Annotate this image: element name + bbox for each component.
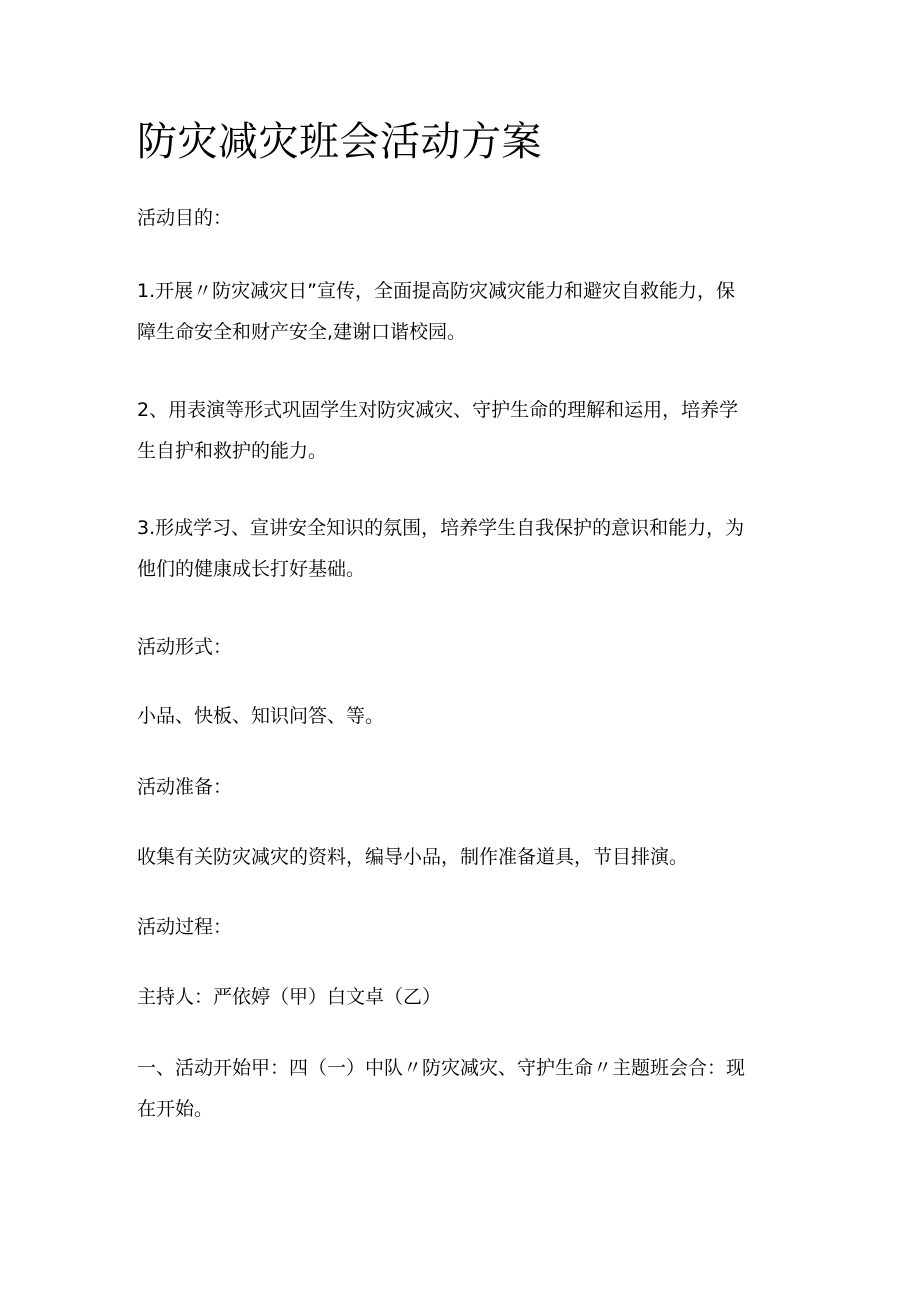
process-step-1: [137, 1048, 787, 1130]
text-line: 活动过程：: [137, 916, 233, 938]
purpose-item-3: [137, 508, 787, 590]
text-line: 收集有关防灾减灾的资料，编导小品，制作准备道具，节目排演。: [137, 846, 689, 868]
purpose-item-2: [137, 390, 787, 472]
text-line: 活动目的：: [137, 207, 233, 229]
text-line: 1.开展〃防灾减灾日”宣传，全面提高防灾减灾能力和避灾自救能力，保: [137, 280, 735, 302]
text-line: 活动准备：: [137, 776, 233, 798]
text-line: 生自护和救护的能力。: [137, 440, 328, 462]
text-line: 主持人：严依婷（甲）白文卓（乙）: [137, 986, 442, 1008]
text-line: 在开始。: [137, 1098, 214, 1120]
activity-preparation-content: [137, 837, 787, 878]
text-line: 2、用表演等形式巩固学生对防灾减灾、守护生命的理解和运用，培养学: [137, 399, 739, 421]
page-title: 防灾减灾班会活动方案: [137, 119, 542, 165]
heading-activity-preparation: [137, 767, 787, 808]
heading-activity-process: [137, 907, 787, 948]
text-line: 他们的健康成长打好基础。: [137, 558, 366, 580]
heading-activity-purpose: [137, 198, 787, 239]
purpose-item-1: [137, 271, 787, 353]
heading-activity-form: [137, 627, 787, 668]
text-line: 障生命安全和财产安全,建谢口谐校园。: [137, 321, 467, 343]
text-line: 小品、快板、知识问答、等。: [137, 705, 385, 727]
activity-form-content: [137, 696, 787, 737]
text-line: 活动形式：: [137, 636, 233, 658]
hosts-line: [137, 977, 787, 1018]
text-line: 3.形成学习、宣讲安全知识的氛围，培养学生自我保护的意识和能力，为: [137, 517, 745, 539]
text-line: 一、活动开始甲：四（一）中队〃防灾减灾、守护生命〃主题班会合：现: [137, 1057, 746, 1079]
